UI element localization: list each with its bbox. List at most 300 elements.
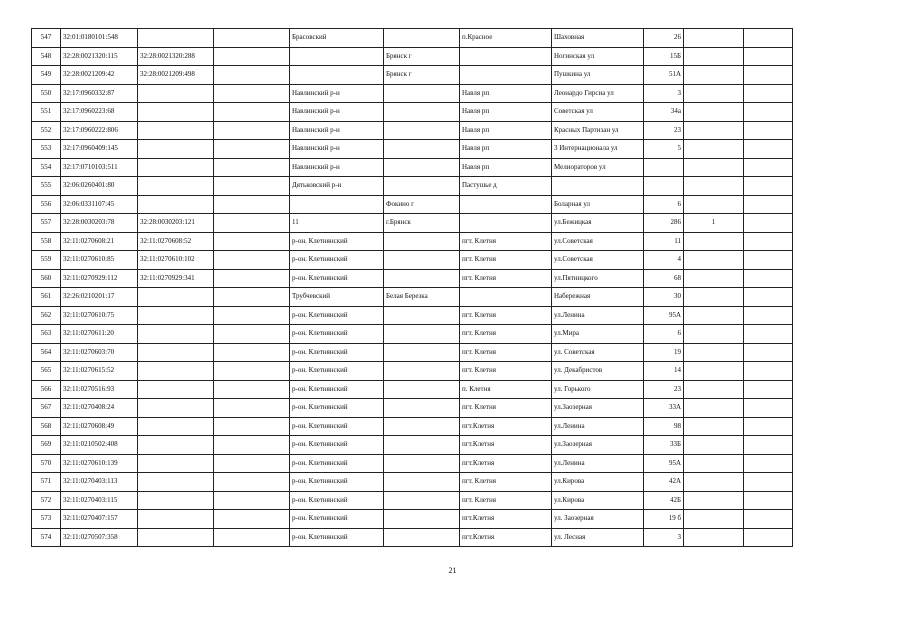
secondary-cadastral-number-cell <box>138 380 214 399</box>
locality-cell <box>384 362 460 381</box>
house-number-cell: 33Б <box>644 436 684 455</box>
locality-cell <box>384 158 460 177</box>
table-row <box>32 103 793 122</box>
blank-cell <box>214 269 290 288</box>
secondary-cadastral-number-cell <box>138 325 214 344</box>
settlement-cell: пгт.Клетня <box>460 436 552 455</box>
row-number: 569 <box>32 436 61 455</box>
secondary-cadastral-number-cell: 32:28:0021209:498 <box>138 66 214 85</box>
secondary-cadastral-number-cell <box>138 121 214 140</box>
extra-value-cell <box>684 177 744 196</box>
settlement-cell <box>460 195 552 214</box>
page-number: 21 <box>448 566 457 575</box>
blank-cell <box>214 454 290 473</box>
blank-cell <box>214 528 290 547</box>
blank-cell <box>214 232 290 251</box>
blank-cell <box>214 399 290 418</box>
street-cell: ул. Декабристов <box>552 362 644 381</box>
house-number-cell <box>644 177 684 196</box>
blank-cell <box>744 84 793 103</box>
blank-cell <box>744 177 793 196</box>
registry-table-body <box>32 29 793 547</box>
settlement-cell: пгт. Клетня <box>460 399 552 418</box>
row-number: 551 <box>32 103 61 122</box>
row-number: 547 <box>32 29 61 48</box>
table-row <box>32 473 793 492</box>
blank-cell <box>744 325 793 344</box>
house-number-cell: 3 <box>644 528 684 547</box>
house-number-cell: 68 <box>644 269 684 288</box>
house-number-cell: 19 <box>644 343 684 362</box>
cadastral-number-cell: 32:11:0270615:52 <box>61 362 138 381</box>
street-cell: ул.Ленина <box>552 306 644 325</box>
row-number: 568 <box>32 417 61 436</box>
street-cell <box>552 177 644 196</box>
house-number-cell: 34а <box>644 103 684 122</box>
blank-cell <box>744 269 793 288</box>
street-cell: ул.Советская <box>552 232 644 251</box>
locality-cell <box>384 103 460 122</box>
blank-cell <box>744 454 793 473</box>
house-number-cell: 30 <box>644 288 684 307</box>
house-number-cell: 4 <box>644 251 684 270</box>
street-cell: ул.Заозерная <box>552 399 644 418</box>
extra-value-cell <box>684 399 744 418</box>
house-number-cell <box>644 158 684 177</box>
settlement-cell: пгт. Клетня <box>460 269 552 288</box>
cadastral-number-cell: 32:11:0270507:358 <box>61 528 138 547</box>
blank-cell <box>214 121 290 140</box>
street-cell: ул.Заозерная <box>552 436 644 455</box>
cadastral-number-cell: 32:11:0270929:112 <box>61 269 138 288</box>
house-number-cell: 98 <box>644 417 684 436</box>
cadastral-number-cell: 32:28:0021209:42 <box>61 66 138 85</box>
secondary-cadastral-number-cell <box>138 158 214 177</box>
cadastral-number-cell: 32:28:0021320:115 <box>61 47 138 66</box>
blank-cell <box>214 473 290 492</box>
extra-value-cell <box>684 343 744 362</box>
district-cell: р-он. Клетнянский <box>290 325 384 344</box>
settlement-cell <box>460 47 552 66</box>
locality-cell <box>384 84 460 103</box>
blank-cell <box>214 380 290 399</box>
blank-cell <box>214 417 290 436</box>
street-cell: ул.Кирова <box>552 491 644 510</box>
blank-cell <box>744 306 793 325</box>
table-row <box>32 121 793 140</box>
district-cell: р-он. Клетнянский <box>290 380 384 399</box>
blank-cell <box>214 66 290 85</box>
extra-value-cell <box>684 362 744 381</box>
district-cell: р-он. Клетнянский <box>290 491 384 510</box>
table-row <box>32 195 793 214</box>
cadastral-number-cell: 32:11:0270407:157 <box>61 510 138 529</box>
table-row <box>32 288 793 307</box>
locality-cell <box>384 29 460 48</box>
district-cell: р-он. Клетнянский <box>290 251 384 270</box>
street-cell: Боларная ул <box>552 195 644 214</box>
settlement-cell: п.Красное <box>460 29 552 48</box>
secondary-cadastral-number-cell <box>138 491 214 510</box>
row-number: 553 <box>32 140 61 159</box>
locality-cell <box>384 269 460 288</box>
district-cell: р-он. Клетнянский <box>290 510 384 529</box>
house-number-cell: 42Б <box>644 491 684 510</box>
cadastral-number-cell: 32:26:0210201:17 <box>61 288 138 307</box>
settlement-cell: пгт. Клетня <box>460 232 552 251</box>
extra-value-cell <box>684 288 744 307</box>
blank-cell <box>744 140 793 159</box>
street-cell: ул. Советская <box>552 343 644 362</box>
secondary-cadastral-number-cell <box>138 454 214 473</box>
street-cell: Пушкина ул <box>552 66 644 85</box>
table-row <box>32 66 793 85</box>
locality-cell <box>384 510 460 529</box>
row-number: 550 <box>32 84 61 103</box>
table-row <box>32 232 793 251</box>
extra-value-cell <box>684 29 744 48</box>
cadastral-number-cell: 32:11:0270608:21 <box>61 232 138 251</box>
district-cell: Дятьковский р-н <box>290 177 384 196</box>
extra-value-cell <box>684 251 744 270</box>
row-number: 562 <box>32 306 61 325</box>
settlement-cell: пгт. Клетня <box>460 251 552 270</box>
blank-cell <box>744 436 793 455</box>
table-row <box>32 454 793 473</box>
blank-cell <box>744 399 793 418</box>
extra-value-cell <box>684 232 744 251</box>
settlement-cell: пгт. Клетня <box>460 491 552 510</box>
street-cell: Мелиораторов ул <box>552 158 644 177</box>
house-number-cell: 26 <box>644 29 684 48</box>
secondary-cadastral-number-cell <box>138 528 214 547</box>
district-cell: Навлинский р-н <box>290 121 384 140</box>
row-number: 563 <box>32 325 61 344</box>
settlement-cell: Пастушье д <box>460 177 552 196</box>
settlement-cell: пгт. Клетня <box>460 362 552 381</box>
extra-value-cell <box>684 84 744 103</box>
locality-cell: Белая Березка <box>384 288 460 307</box>
street-cell: ул.Мира <box>552 325 644 344</box>
street-cell: Шаховная <box>552 29 644 48</box>
street-cell: ул.Советская <box>552 251 644 270</box>
district-cell: р-он. Клетнянский <box>290 399 384 418</box>
settlement-cell: Навля рп <box>460 140 552 159</box>
settlement-cell: пгт. Клетня <box>460 325 552 344</box>
table-row <box>32 343 793 362</box>
blank-cell <box>744 158 793 177</box>
secondary-cadastral-number-cell <box>138 195 214 214</box>
house-number-cell: 15Б <box>644 47 684 66</box>
blank-cell <box>214 177 290 196</box>
house-number-cell: 23 <box>644 380 684 399</box>
house-number-cell: 5 <box>644 140 684 159</box>
district-cell: р-он. Клетнянский <box>290 528 384 547</box>
blank-cell <box>744 380 793 399</box>
street-cell: Набережная <box>552 288 644 307</box>
street-cell: ул.Бежицкая <box>552 214 644 233</box>
registry-table <box>31 28 793 547</box>
locality-cell <box>384 121 460 140</box>
row-number: 565 <box>32 362 61 381</box>
table-row <box>32 436 793 455</box>
district-cell: р-он. Клетнянский <box>290 454 384 473</box>
row-number: 567 <box>32 399 61 418</box>
locality-cell <box>384 232 460 251</box>
row-number: 566 <box>32 380 61 399</box>
secondary-cadastral-number-cell <box>138 306 214 325</box>
table-row <box>32 306 793 325</box>
table-row <box>32 214 793 233</box>
house-number-cell: 6 <box>644 325 684 344</box>
table-row <box>32 380 793 399</box>
table-row <box>32 417 793 436</box>
extra-value-cell <box>684 491 744 510</box>
table-row <box>32 251 793 270</box>
cadastral-number-cell: 32:11:0270403:115 <box>61 491 138 510</box>
extra-value-cell <box>684 103 744 122</box>
locality-cell <box>384 417 460 436</box>
blank-cell <box>744 417 793 436</box>
district-cell: Навлинский р-н <box>290 158 384 177</box>
secondary-cadastral-number-cell: 32:28:0021320:288 <box>138 47 214 66</box>
row-number: 571 <box>32 473 61 492</box>
house-number-cell: 19 б <box>644 510 684 529</box>
settlement-cell: пгт. Клетня <box>460 343 552 362</box>
settlement-cell <box>460 288 552 307</box>
district-cell: р-он. Клетнянский <box>290 232 384 251</box>
settlement-cell <box>460 66 552 85</box>
row-number: 548 <box>32 47 61 66</box>
secondary-cadastral-number-cell <box>138 288 214 307</box>
extra-value-cell <box>684 66 744 85</box>
secondary-cadastral-number-cell <box>138 29 214 48</box>
settlement-cell: пгт. Клетня <box>460 473 552 492</box>
district-cell: р-он. Клетнянский <box>290 417 384 436</box>
blank-cell <box>744 121 793 140</box>
blank-cell <box>744 288 793 307</box>
cadastral-number-cell: 32:06:0331107:45 <box>61 195 138 214</box>
street-cell: 3 Интернационала ул <box>552 140 644 159</box>
settlement-cell: Навля рп <box>460 121 552 140</box>
house-number-cell: 95А <box>644 454 684 473</box>
cadastral-number-cell: 32:17:0710103:511 <box>61 158 138 177</box>
row-number: 556 <box>32 195 61 214</box>
secondary-cadastral-number-cell <box>138 177 214 196</box>
row-number: 564 <box>32 343 61 362</box>
row-number: 555 <box>32 177 61 196</box>
extra-value-cell: 1 <box>684 214 744 233</box>
row-number: 554 <box>32 158 61 177</box>
secondary-cadastral-number-cell <box>138 436 214 455</box>
house-number-cell: 11 <box>644 232 684 251</box>
settlement-cell: п. Клетня <box>460 380 552 399</box>
locality-cell <box>384 177 460 196</box>
house-number-cell: 6 <box>644 195 684 214</box>
house-number-cell: 3 <box>644 84 684 103</box>
blank-cell <box>744 47 793 66</box>
cadastral-number-cell: 32:11:0270408:24 <box>61 399 138 418</box>
blank-cell <box>214 288 290 307</box>
secondary-cadastral-number-cell: 32:11:0270610:102 <box>138 251 214 270</box>
secondary-cadastral-number-cell <box>138 362 214 381</box>
locality-cell: Фокино г <box>384 195 460 214</box>
extra-value-cell <box>684 417 744 436</box>
table-row <box>32 528 793 547</box>
locality-cell <box>384 399 460 418</box>
district-cell: р-он. Клетнянский <box>290 306 384 325</box>
table-row <box>32 491 793 510</box>
secondary-cadastral-number-cell: 32:11:0270608:52 <box>138 232 214 251</box>
extra-value-cell <box>684 380 744 399</box>
extra-value-cell <box>684 454 744 473</box>
extra-value-cell <box>684 140 744 159</box>
blank-cell <box>214 158 290 177</box>
cadastral-number-cell: 32:17:0960332:87 <box>61 84 138 103</box>
cadastral-number-cell: 32:11:0270608:49 <box>61 417 138 436</box>
blank-cell <box>744 195 793 214</box>
cadastral-number-cell: 32:11:0270610:139 <box>61 454 138 473</box>
house-number-cell: 286 <box>644 214 684 233</box>
district-cell: р-он. Клетнянский <box>290 473 384 492</box>
street-cell: ул.Ленина <box>552 454 644 473</box>
extra-value-cell <box>684 158 744 177</box>
locality-cell <box>384 306 460 325</box>
street-cell: Леонардо Гирсиа ул <box>552 84 644 103</box>
locality-cell <box>384 491 460 510</box>
row-number: 559 <box>32 251 61 270</box>
locality-cell <box>384 454 460 473</box>
cadastral-number-cell: 32:17:0960409:145 <box>61 140 138 159</box>
secondary-cadastral-number-cell <box>138 140 214 159</box>
secondary-cadastral-number-cell <box>138 417 214 436</box>
locality-cell <box>384 343 460 362</box>
blank-cell <box>744 362 793 381</box>
blank-cell <box>214 491 290 510</box>
table-row <box>32 510 793 529</box>
row-number: 560 <box>32 269 61 288</box>
street-cell: ул. Горького <box>552 380 644 399</box>
cadastral-number-cell: 32:28:0030203:78 <box>61 214 138 233</box>
blank-cell <box>214 362 290 381</box>
locality-cell <box>384 325 460 344</box>
secondary-cadastral-number-cell: 32:11:0270929:341 <box>138 269 214 288</box>
row-number: 561 <box>32 288 61 307</box>
cadastral-number-cell: 32:11:0270403:113 <box>61 473 138 492</box>
extra-value-cell <box>684 195 744 214</box>
cadastral-number-cell: 32:17:0960223:68 <box>61 103 138 122</box>
table-row <box>32 399 793 418</box>
extra-value-cell <box>684 121 744 140</box>
house-number-cell: 33А <box>644 399 684 418</box>
district-cell <box>290 47 384 66</box>
blank-cell <box>744 473 793 492</box>
street-cell: Ногинская ул <box>552 47 644 66</box>
table-row <box>32 140 793 159</box>
secondary-cadastral-number-cell <box>138 399 214 418</box>
cadastral-number-cell: 32:17:0960222:806 <box>61 121 138 140</box>
table-row <box>32 269 793 288</box>
blank-cell <box>744 29 793 48</box>
blank-cell <box>744 103 793 122</box>
blank-cell <box>744 343 793 362</box>
extra-value-cell <box>684 325 744 344</box>
table-row <box>32 177 793 196</box>
blank-cell <box>214 251 290 270</box>
blank-cell <box>744 491 793 510</box>
blank-cell <box>214 510 290 529</box>
cadastral-number-cell: 32:01:0180101:548 <box>61 29 138 48</box>
blank-cell <box>214 343 290 362</box>
district-cell: р-он. Клетнянский <box>290 269 384 288</box>
settlement-cell: Навля рп <box>460 158 552 177</box>
table-row <box>32 47 793 66</box>
blank-cell <box>744 510 793 529</box>
street-cell: ул.Пятницкого <box>552 269 644 288</box>
table-row <box>32 158 793 177</box>
secondary-cadastral-number-cell <box>138 343 214 362</box>
row-number: 570 <box>32 454 61 473</box>
settlement-cell: пгт. Клетня <box>460 306 552 325</box>
house-number-cell: 51А <box>644 66 684 85</box>
row-number: 573 <box>32 510 61 529</box>
row-number: 558 <box>32 232 61 251</box>
blank-cell <box>214 195 290 214</box>
house-number-cell: 14 <box>644 362 684 381</box>
locality-cell: Брянск г <box>384 47 460 66</box>
district-cell <box>290 66 384 85</box>
blank-cell <box>744 214 793 233</box>
extra-value-cell <box>684 269 744 288</box>
settlement-cell: пгт.Клетня <box>460 417 552 436</box>
row-number: 552 <box>32 121 61 140</box>
secondary-cadastral-number-cell <box>138 103 214 122</box>
district-cell: Навлинский р-н <box>290 84 384 103</box>
table-row <box>32 325 793 344</box>
district-cell: Навлинский р-н <box>290 103 384 122</box>
cadastral-number-cell: 32:11:0270610:85 <box>61 251 138 270</box>
street-cell: ул. Заозерная <box>552 510 644 529</box>
district-cell: Навлинский р-н <box>290 140 384 159</box>
street-cell: Советская ул <box>552 103 644 122</box>
extra-value-cell <box>684 47 744 66</box>
extra-value-cell <box>684 510 744 529</box>
blank-cell <box>744 232 793 251</box>
extra-value-cell <box>684 528 744 547</box>
locality-cell: г.Брянск <box>384 214 460 233</box>
blank-cell <box>214 140 290 159</box>
blank-cell <box>744 66 793 85</box>
street-cell: ул.Ленина <box>552 417 644 436</box>
secondary-cadastral-number-cell <box>138 510 214 529</box>
district-cell: р-он. Клетнянский <box>290 343 384 362</box>
blank-cell <box>214 214 290 233</box>
district-cell: р-он. Клетнянский <box>290 362 384 381</box>
blank-cell <box>214 103 290 122</box>
extra-value-cell <box>684 473 744 492</box>
cadastral-number-cell: 32:11:0270611:20 <box>61 325 138 344</box>
settlement-cell: пгт.Клетня <box>460 510 552 529</box>
blank-cell <box>214 29 290 48</box>
street-cell: ул.Кирова <box>552 473 644 492</box>
extra-value-cell <box>684 436 744 455</box>
secondary-cadastral-number-cell: 32:28:0030203:121 <box>138 214 214 233</box>
street-cell: Красных Партизан ул <box>552 121 644 140</box>
locality-cell <box>384 251 460 270</box>
house-number-cell: 95А <box>644 306 684 325</box>
house-number-cell: 42А <box>644 473 684 492</box>
blank-cell <box>744 528 793 547</box>
